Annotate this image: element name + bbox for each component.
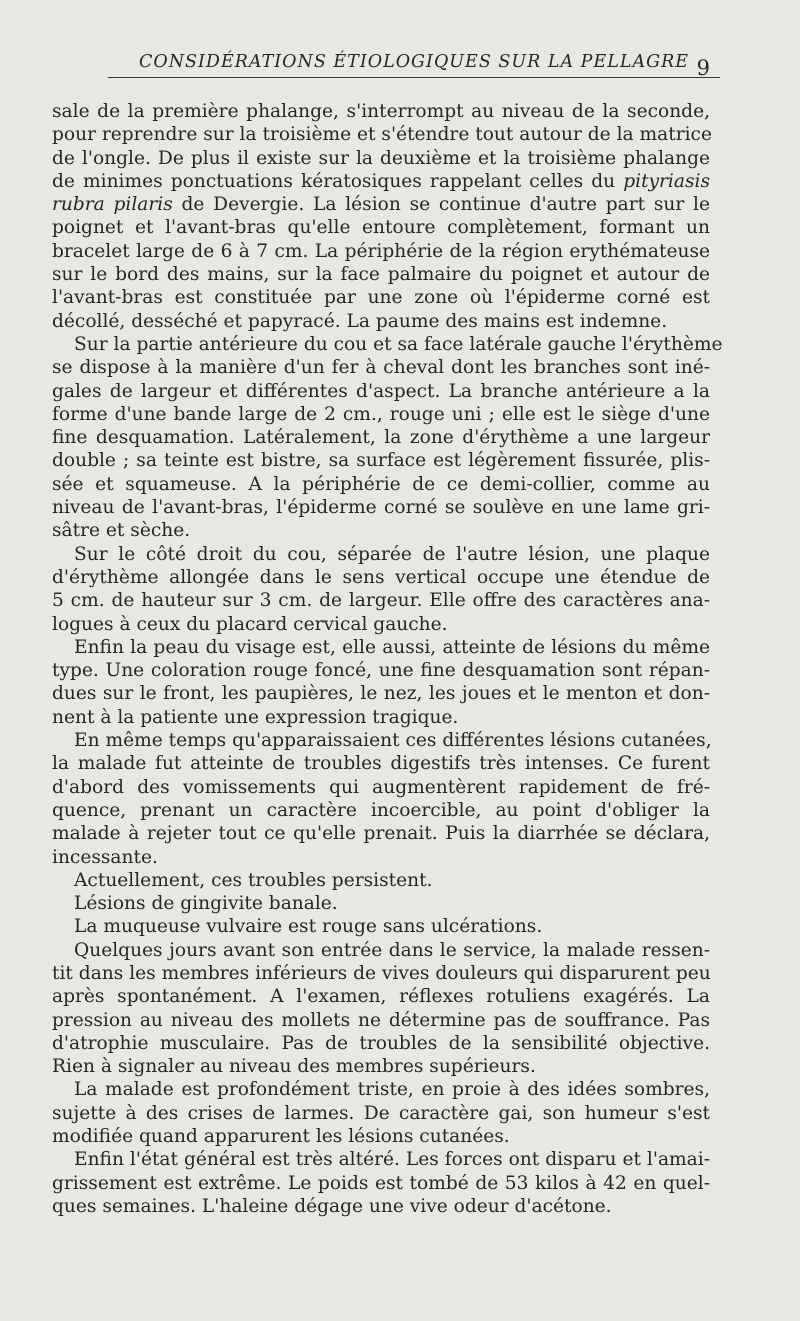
text-fragment: de Devergie. La lésion se continue d'autre part sur le [172,194,710,216]
text-line: La muqueuse vulvaire est rouge sans ulcérations. [74,916,543,938]
text-line: sale de la première phalange, s'interrompt au niveau de la seconde, [52,101,710,122]
text-line: Quelques jours avant son entrée dans le service, la malade ressen- [74,939,710,961]
text-line: se dispose à la manière d'un fer à cheval dont les branches sont iné- [52,357,710,379]
text-line: bracelet large de 6 à 7 cm. La périphérie de la région erythémateuse [52,240,710,262]
italic-term: rubra pilaris [52,194,173,216]
text-line: Sur la partie antérieure du cou et sa face latérale gauche l'érythème [74,333,723,355]
text-line: Enfin l'état général est très altéré. Les forces ont disparu et l'amai- [74,1149,710,1171]
text-line: incessante. [52,846,158,868]
text-line: grissement est extrême. Le poids est tombé de 53 kilos à 42 en quel- [52,1172,710,1194]
page-number: 9 [696,56,710,80]
text-line: pression au niveau des mollets ne détermine pas de souffrance. Pas [52,1009,710,1031]
text-line: La malade est profondément triste, en proie à des idées sombres, [74,1079,710,1101]
text-line: ques semaines. L'haleine dégage une vive odeur d'acétone. [52,1195,612,1217]
text-line: d'abord des vomissements qui augmentèrent rapidement de fré- [52,776,710,798]
text-line: quence, prenant un caractère incoercible, au point d'obliger la [52,799,710,821]
text-line: logues à ceux du placard cervical gauche. [52,613,448,635]
text-line: sujette à des crises de larmes. De caractère gai, son humeur s'est [52,1102,710,1124]
body-text [52,100,723,1218]
text-line: la malade fut atteinte de troubles digestifs très intenses. Ce furent [52,753,710,775]
text-line: Sur le côté droit du cou, séparée de l'autre lésion, une plaque [74,543,710,565]
text-line: de l'ongle. De plus il existe sur la deuxième et la troisième phalange [52,147,710,169]
text-line: poignet et l'avant-bras qu'elle entoure complètement, formant un [52,217,710,239]
text-line: Lésions de gingivite banale. [74,893,338,915]
text-line: l'avant-bras est constituée par une zone où l'épiderme corné est [52,287,710,309]
text-line: décollé, desséché et papyracé. La paume des mains est indemne. [52,310,668,332]
text-line: pour reprendre sur la troisième et s'étendre tout autour de la matrice [52,124,712,146]
text-line: Rien à signaler au niveau des membres supérieurs. [52,1056,536,1078]
text-line: modifiée quand apparurent les lésions cutanées. [52,1126,510,1148]
text-line: Enfin la peau du visage est, elle aussi, atteinte de lésions du même [74,636,710,658]
text-line: d'érythème allongée dans le sens vertical occupe une étendue de [52,566,710,588]
text-line: fine desquamation. Latéralement, la zone d'érythème a une largeur [52,427,710,449]
text-line: après spontanément. A l'examen, réflexes rotuliens exagérés. La [52,986,710,1008]
text-line: type. Une coloration rouge foncé, une fine desquamation sont répan- [52,660,710,682]
text-fragment: de minimes ponctuations kératosiques rappelant celles du [52,170,624,192]
running-header [108,52,720,78]
text-line: En même temps qu'apparaissaient ces différentes lésions cutanées, [74,730,712,752]
text-line: niveau de l'avant-bras, l'épiderme corné se soulève en une lame gri- [52,497,710,519]
text-line [52,193,710,216]
text-line: sur le bord des mains, sur la face palmaire du poignet et autour de [52,264,710,286]
text-line [52,170,710,193]
italic-term: pityriasis [623,170,710,192]
text-line: sâtre et sèche. [52,520,191,542]
text-line: malade à rejeter tout ce qu'elle prenait. Puis la diarrhée se déclara, [52,823,710,845]
text-line: 5 cm. de hauteur sur 3 cm. de largeur. Elle offre des caractères ana- [52,590,710,612]
text-line: forme d'une bande large de 2 cm., rouge uni ; elle est le siège d'une [52,403,710,425]
text-line: sée et squameuse. A la périphérie de ce demi-collier, comme au [52,473,710,495]
text-line: dues sur le front, les paupières, le nez, les joues et le menton et don- [52,683,710,705]
text-line: nent à la patiente une expression tragique. [52,706,459,728]
text-line: double ; sa teinte est bistre, sa surface est légèrement fissurée, plis- [52,450,710,472]
text-line: Actuellement, ces troubles persistent. [74,869,433,891]
text-line: tit dans les membres inférieurs de vives douleurs qui disparurent peu [52,962,711,984]
text-line: gales de largeur et différentes d'aspect. La branche antérieure a la [52,380,710,402]
text-line: d'atrophie musculaire. Pas de troubles de la sensibilité objective. [52,1032,710,1054]
running-title: CONSIDÉRATIONS ÉTIOLOGIQUES SUR LA PELLAGRE [138,52,690,72]
